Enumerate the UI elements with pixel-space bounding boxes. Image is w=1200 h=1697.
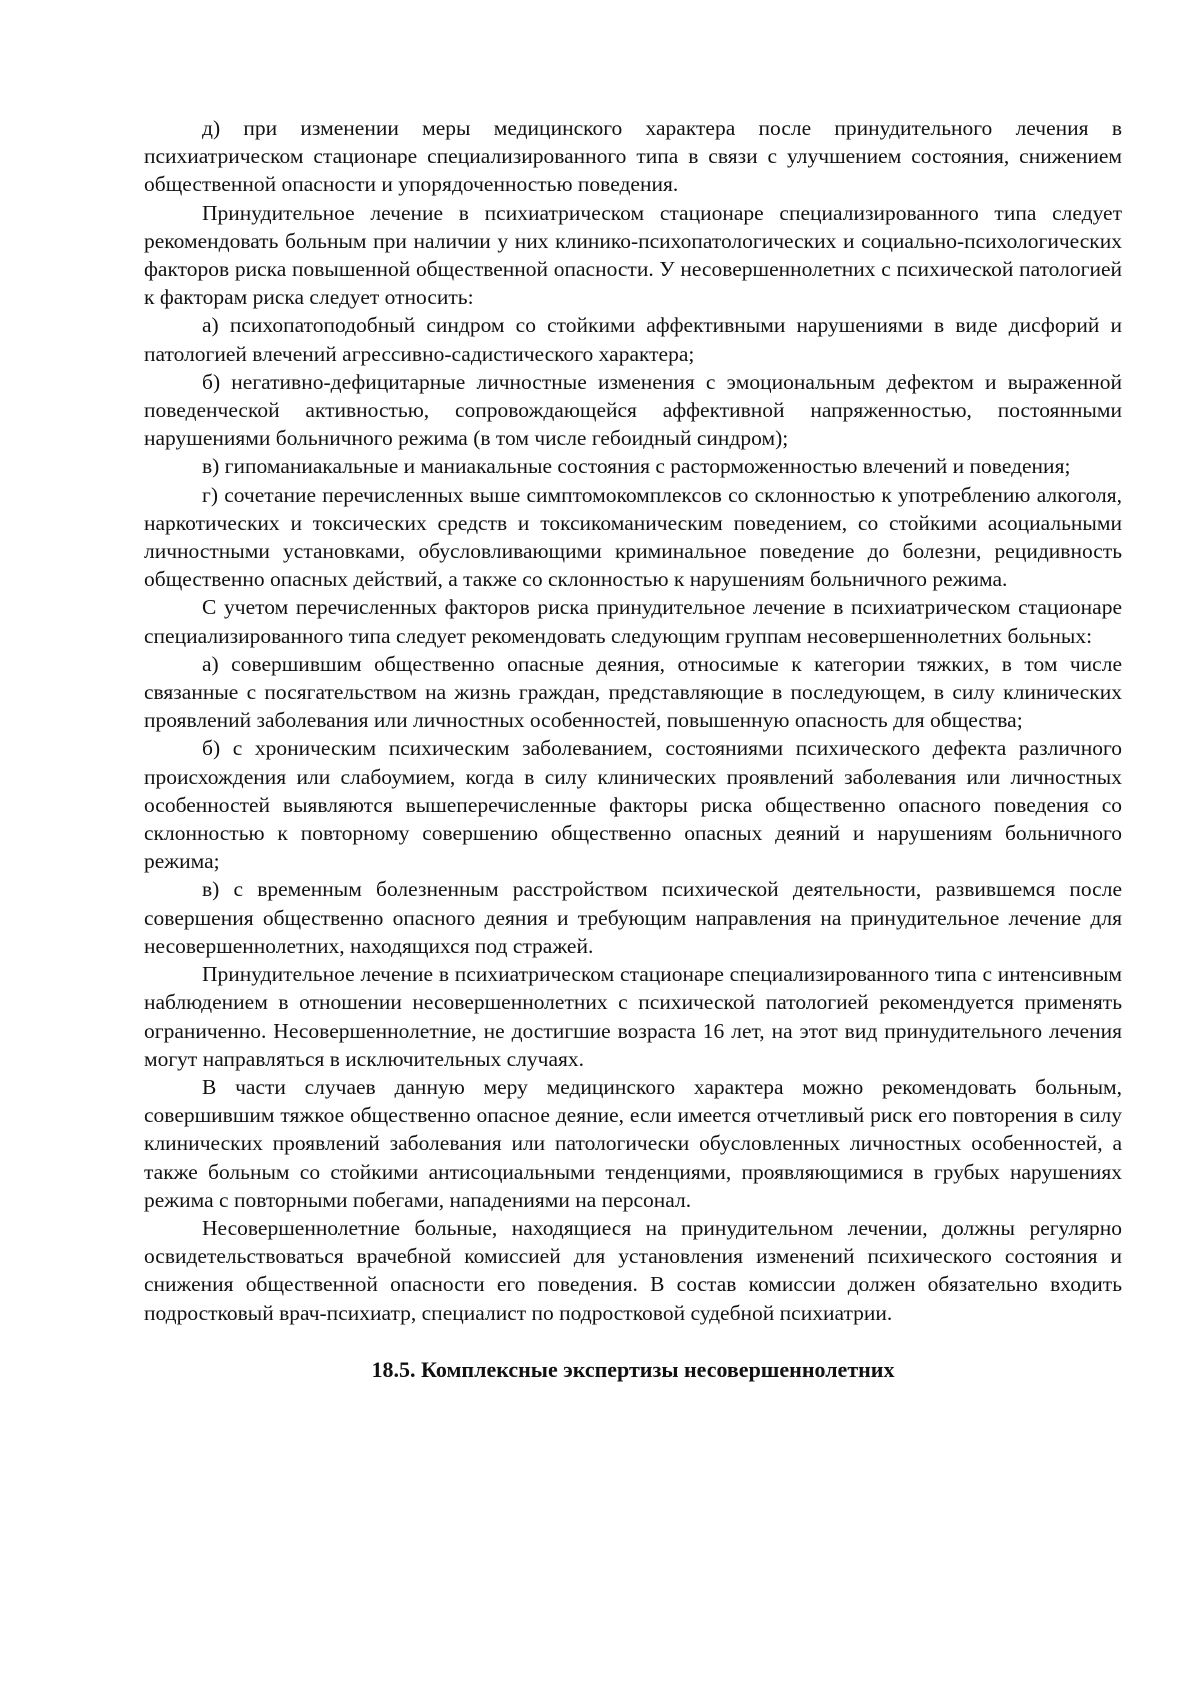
document-page	[144, 114, 1122, 1385]
paragraph-medical-commission: Несовершеннолетние больные, находящиеся на принудительном лечении, должны регулярно освидетельствоваться врачебной комиссией для установления изменений психического состояния и снижения общественной опасности его поведения. В состав комиссии должен обязательно входить подростковый врач-психиатр, специалист по подростковой судебной психиатрии.	[144, 1215, 1122, 1325]
paragraph-risk-factor-b: б) негативно-дефицитарные личностные изменения с эмоциональным дефектом и выраженной поведенческой активностью, сопровождающейся аффективной напряженностью, постоянными нарушениями больничного режима (в том числе гебоидный синдром);	[144, 369, 1122, 451]
paragraph-specialized-treatment-indications: Принудительное лечение в психиатрическом стационаре специализированного типа следует рекомендовать больным при наличии у них клинико-психопатологических и социально-психологических факторов риска повышенной общественной опасности. У несовершеннолетних с психической патологией к факторам риска следует относить:	[144, 200, 1122, 310]
paragraph-partial-cases: В части случаев данную меру медицинского характера можно рекомендовать больным, совершившим тяжкое общественно опасное деяние, если имеется отчетливый риск его повторения в силу клинических проявлений заболевания или патологически обусловленных личностных особенностей, а также больным со стойкими антисоциальными тенденциями, проявляющимися в грубых нарушениях режима с повторными побегами, нападениями на персонал.	[144, 1074, 1122, 1212]
paragraph-group-a: а) совершившим общественно опасные деяния, относимые к категории тяжких, в том числе связанные с посягательством на жизнь граждан, представляющие в последующем, в силу клинических проявлений заболевания или личностных особенностей, повышенную опасность для общества;	[144, 651, 1122, 733]
paragraph-group-b: б) с хроническим психическим заболеванием, состояниями психического дефекта различного происхождения или слабоумием, когда в силу клинических проявлений заболевания или личностных особенностей выявляются вышеперечисленные факторы риска общественно опасного поведения со склонностью к повторному совершению общественно опасных деяний и нарушениям больничного режима;	[144, 736, 1122, 874]
paragraph-intensive-observation: Принудительное лечение в психиатрическом стационаре специализированного типа с интенсивным наблюдением в отношении несовершеннолетних с психической патологией рекомендуется применять ограниченно. Несовершеннолетние, не достигшие возраста 16 лет, на этот вид принудительного лечения могут направляться в исключительных случаях.	[144, 962, 1122, 1071]
paragraph-group-v: в) с временным болезненным расстройством психической деятельности, развившемся после совершения общественно опасного деяния и требующим направления на принудительное лечение для несовершеннолетних, находящихся под стражей.	[144, 877, 1122, 958]
paragraph-patient-groups-intro: С учетом перечисленных факторов риска принудительное лечение в психиатрическом стационаре специализированного типа следует рекомендовать следующим группам несовершеннолетних больных:	[144, 595, 1122, 648]
section-heading: 18.5. Комплексные экспертизы несовершеннолетних	[371, 1356, 895, 1382]
paragraph-risk-factor-g: г) сочетание перечисленных выше симптомокомплексов со склонностью к употреблению алкоголя, наркотических и токсических средств и токсикоманическим поведением, со стойкими асоциальными личностными установками, обусловливающими криминальное поведение до болезни, рецидивность общественно опасных действий, а также со склонностью к нарушениям больничного режима.	[144, 482, 1122, 592]
paragraph-risk-factor-v: в) гипоманиакальные и маниакальные состояния с расторможенностью влечений и поведения;	[202, 454, 1071, 479]
paragraph-item-d-change-of-measure: д) при изменении меры медицинского характера после принудительного лечения в психиатрическом стационаре специализированного типа в связи с улучшением состояния, снижением общественной опасности и упорядоченностью поведения.	[144, 116, 1122, 197]
paragraph-risk-factor-a: а) психопатоподобный синдром со стойкими аффективными нарушениями в виде дисфорий и патологией влечений агрессивно-садистического характера;	[144, 313, 1122, 366]
